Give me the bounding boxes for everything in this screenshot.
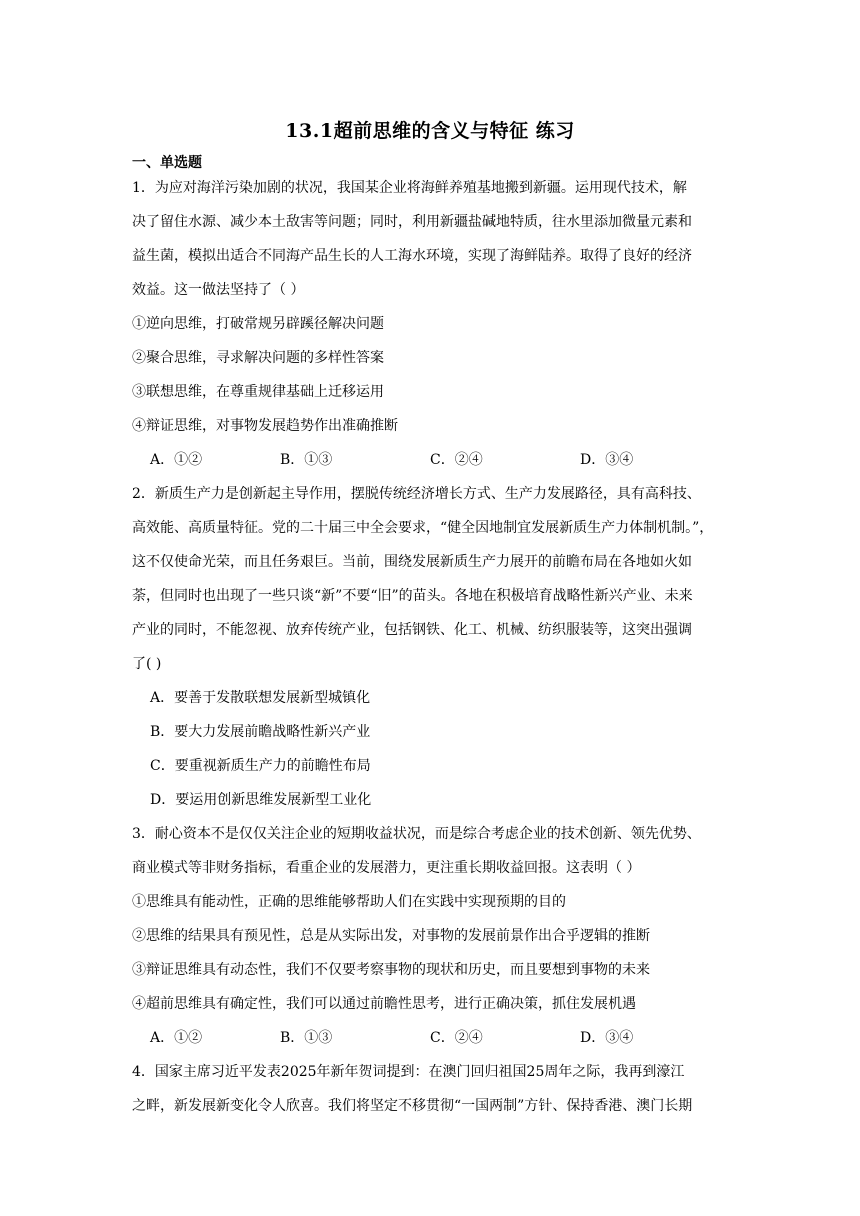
q2-option-d: D．要运用创新思维发展新型工业化 [150,792,372,808]
q2-line-5: 产业的同时，不能忽视、放弃传统产业，包括钢铁、化工、机械、纺织服装等，这突出强调 [132,622,692,638]
q1-line-2: 决了留住水源、减少本土敌害等问题；同时，利用新疆盐碱地特质，往水里添加微量元素和 [132,214,692,230]
q4-line-1: 4．国家主席习近平发表2025年新年贺词提到：在澳门回归祖国25周年之际，我再到濠江 [132,1064,685,1080]
q3-option-c: C．②④ [430,1030,483,1046]
q1-option-a: A．①② [150,452,203,468]
q1-line-4: 效益。这一做法坚持了（ ） [132,282,305,298]
q2-line-4: 荼，但同时也出现了一些只谈“新”不要“旧”的苗头。各地在积极培育战略性新兴产业、未来 [132,588,693,604]
q3-item-3: ③辩证思维具有动态性，我们不仅要考察事物的现状和历史，而且要想到事物的未来 [132,962,650,978]
q3-line-2: 商业模式等非财务指标，看重企业的发展潜力，更注重长期收益回报。这表明（ ） [132,860,641,876]
q3-item-2: ②思维的结果具有预见性，总是从实际出发，对事物的发展前景作出合乎逻辑的推断 [132,928,650,944]
q1-item-3: ③联想思维，在尊重规律基础上迁移运用 [132,384,384,400]
section-heading: 一、单选题 [132,155,202,171]
q3-line-1: 3．耐心资本不是仅仅关注企业的短期收益状况，而是综合考虑企业的技术创新、领先优势、 [132,826,701,842]
q2-option-a: A．要善于发散联想发展新型城镇化 [150,690,371,706]
q3-option-a: A．①② [150,1030,203,1046]
q1-option-d: D．③④ [580,452,634,468]
q2-line-2: 高效能、高质量特征。党的二十届三中全会要求，“健全因地制宜发展新质生产力体制机制。”， [132,520,714,536]
q3-item-4: ④超前思维具有确定性，我们可以通过前瞻性思考，进行正确决策，抓住发展机遇 [132,996,636,1012]
q2-line-1: 2．新质生产力是创新起主导作用，摆脱传统经济增长方式、生产力发展路径，具有高科技、 [132,486,701,502]
q3-option-b: B．①③ [280,1030,333,1046]
q2-line-3: 这不仅使命光荣，而且任务艰巨。当前，围绕发展新质生产力展开的前瞻布局在各地如火如 [132,554,692,570]
page-title: 13.1超前思维的含义与特征 练习 [285,120,575,142]
q1-line-1: 1．为应对海洋污染加剧的状况，我国某企业将海鲜养殖基地搬到新疆。运用现代技术，解 [132,180,687,196]
q4-line-2: 之畔，新发展新变化令人欣喜。我们将坚定不移贯彻“一国两制”方针、保持香港、澳门长期 [132,1098,693,1114]
q3-option-d: D．③④ [580,1030,634,1046]
q1-item-4: ④辩证思维，对事物发展趋势作出准确推断 [132,418,398,434]
q1-option-b: B．①③ [280,452,333,468]
q2-option-c: C．要重视新质生产力的前瞻性布局 [150,758,371,774]
q2-option-b: B．要大力发展前瞻战略性新兴产业 [150,724,371,740]
q1-item-1: ①逆向思维，打破常规另辟蹊径解决问题 [132,316,384,332]
q3-item-1: ①思维具有能动性，正确的思维能够帮助人们在实践中实现预期的目的 [132,894,566,910]
q2-line-6: 了( ) [132,656,162,672]
q1-line-3: 益生菌，模拟出适合不同海产品生长的人工海水环境，实现了海鲜陆养。取得了良好的经济 [132,248,692,264]
q1-item-2: ②聚合思维，寻求解决问题的多样性答案 [132,350,384,366]
q1-option-c: C．②④ [430,452,483,468]
